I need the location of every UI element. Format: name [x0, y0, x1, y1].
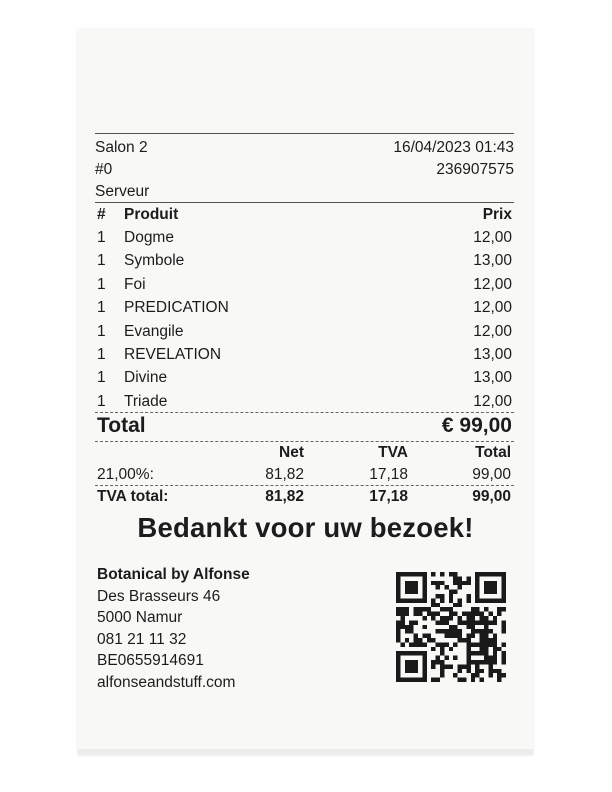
top-rule [95, 133, 514, 134]
header-row-1 [95, 137, 514, 159]
item-price: 12,00 [473, 275, 512, 293]
tva-rate: 21,00%: [97, 466, 154, 483]
item-name: Evangile [124, 322, 184, 340]
item-name: Dogme [124, 229, 174, 246]
business-name: Botanical by Alfonse [97, 566, 250, 583]
header-rule [95, 202, 514, 203]
total-rule-bottom [95, 441, 514, 442]
item-qty: 1 [97, 252, 106, 270]
item-qty: 1 [97, 346, 106, 363]
tva-total-total: 99,00 [472, 488, 511, 505]
tva-col-total: Total [475, 444, 511, 461]
item-row [95, 344, 514, 366]
item-row [95, 391, 514, 413]
tva-col-net: Net [279, 444, 304, 461]
item-price: 13,00 [473, 369, 512, 387]
header-row-2 [95, 159, 514, 181]
item-name: REVELATION [124, 346, 222, 363]
item-qty: 1 [97, 275, 106, 293]
column-product: Produit [124, 206, 179, 223]
item-row [95, 274, 514, 296]
tva-total-amount: 17,18 [369, 488, 408, 505]
tva-rule [95, 485, 514, 486]
tva-total-net: 81,82 [265, 488, 304, 505]
tva-net: 81,82 [265, 466, 304, 483]
item-name: Foi [124, 275, 146, 293]
tva-amount: 17,18 [369, 466, 408, 483]
item-price: 12,00 [473, 392, 512, 410]
item-row [95, 367, 514, 389]
item-qty: 1 [97, 392, 106, 410]
item-price: 13,00 [473, 346, 512, 363]
room-label: Salon 2 [95, 139, 148, 156]
item-qty: 1 [97, 229, 106, 246]
total-label: Total [97, 414, 146, 437]
total-row [95, 412, 514, 440]
tva-header [95, 443, 514, 463]
column-qty: # [97, 206, 106, 223]
item-name: PREDICATION [124, 299, 229, 317]
item-qty: 1 [97, 369, 106, 387]
tva-total: 99,00 [472, 466, 511, 483]
item-name: Symbole [124, 252, 185, 270]
total-value: € 99,00 [441, 414, 512, 437]
item-price: 12,00 [473, 299, 512, 317]
qr-code-icon [396, 572, 506, 682]
tva-total-row [95, 487, 514, 507]
item-price: 12,00 [473, 229, 512, 246]
business-vat: BE0655914691 [97, 652, 204, 669]
item-qty: 1 [97, 299, 106, 317]
business-info [97, 564, 250, 693]
business-city: 5000 Namur [97, 609, 183, 626]
item-row [95, 227, 514, 249]
item-row [95, 321, 514, 343]
business-website: alfonseandstuff.com [97, 673, 236, 691]
item-qty: 1 [97, 322, 106, 340]
thank-you-message: Bedankt voor uw bezoek! [137, 512, 474, 543]
item-row [95, 250, 514, 272]
header-row-3 [95, 181, 514, 203]
columns-header [95, 204, 514, 226]
ticket-id: 236907575 [436, 161, 514, 178]
staff-label: Serveur [95, 183, 150, 200]
paper-edge [78, 749, 533, 755]
datetime-label: 16/04/2023 01:43 [393, 139, 514, 156]
business-phone: 081 21 11 32 [97, 630, 187, 648]
item-name: Divine [124, 369, 168, 387]
business-address: Des Brasseurs 46 [97, 587, 221, 605]
tva-col-tva: TVA [378, 444, 408, 461]
tva-total-label: TVA total: [97, 488, 169, 505]
order-number: #0 [95, 161, 113, 178]
item-price: 12,00 [473, 322, 512, 340]
item-price: 13,00 [473, 252, 512, 270]
item-name: Triade [124, 392, 168, 410]
tva-row [95, 465, 514, 485]
item-row [95, 297, 514, 319]
column-price: Prix [482, 206, 512, 223]
